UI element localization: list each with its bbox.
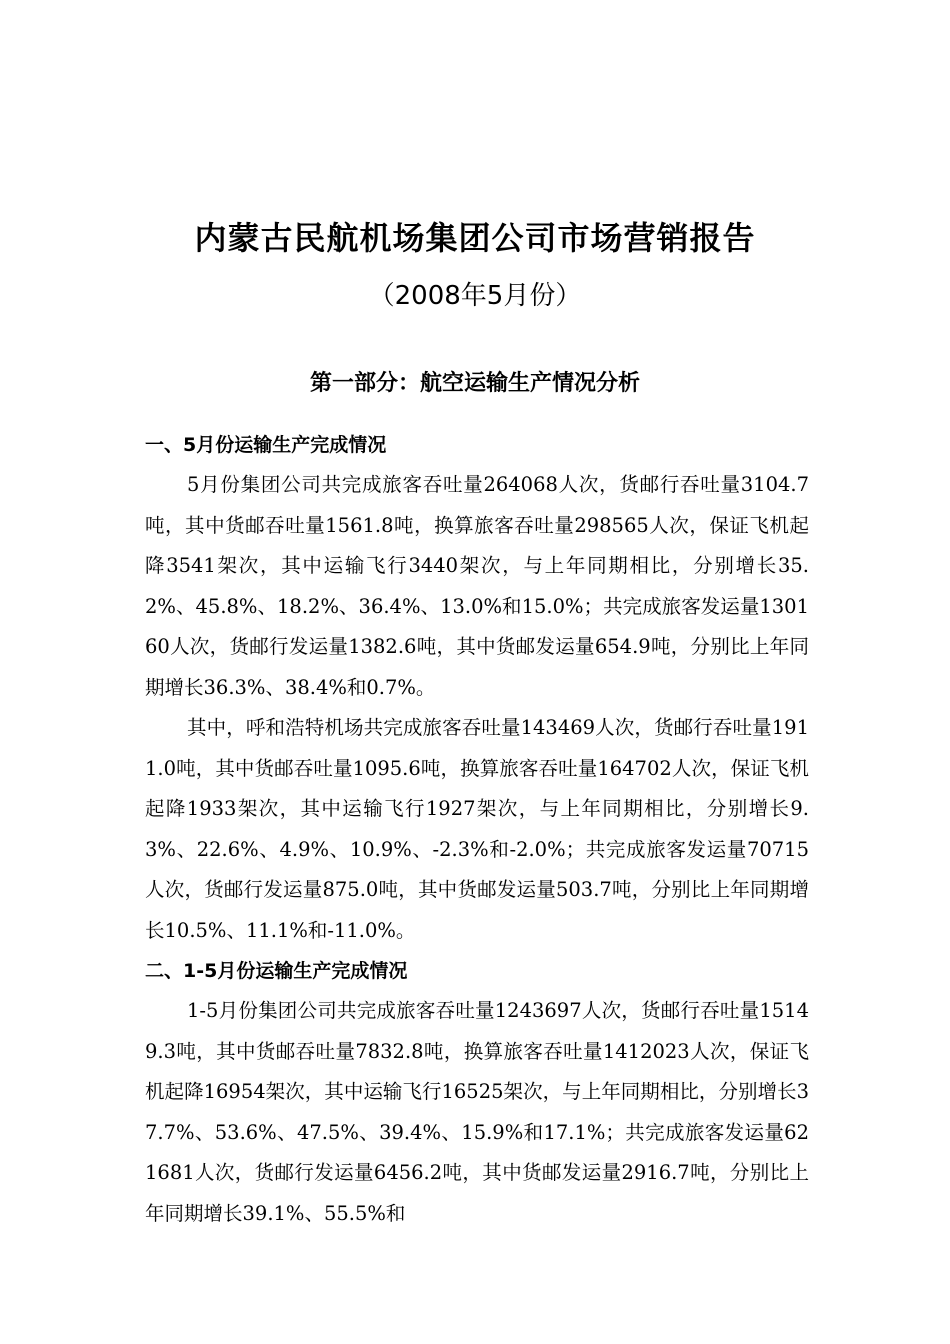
- part-heading: 第一部分：航空运输生产情况分析: [309, 371, 640, 396]
- report-title: 内蒙古民航机场集团公司市场营销报告: [194, 219, 756, 257]
- paragraph-group-jan-may: 1-5月份集团公司共完成旅客吞吐量1243697人次，货邮行吞吐量15149.3吨，其中货邮吞吐量7832.8吨，换算旅客吞吐量1412023人次，保证飞机起降16954架次，其中运输飞行16525架次，与上年同期相比，分别增长37.7%、53.6%、47.5%、39.4%、15.9%和17.1%；共完成旅客发运量621681人次，货邮行发运量6456.2吨，其中货邮发运量2916.7吨，分别比上年同期增长39.1%、55.5%和: [145, 999, 809, 1225]
- report-period: （2008年5月份）: [368, 281, 582, 311]
- paragraph-group-may: 5月份集团公司共完成旅客吞吐量264068人次，货邮行吞吐量3104.7吨，其中货邮吞吐量1561.8吨，换算旅客吞吐量298565人次，保证飞机起降3541架次，其中运输飞行3440架次，与上年同期相比，分别增长35.2%、45.8%、18.2%、36.4%、13.0%和15.0%；共完成旅客发运量130160人次，货邮行发运量1382.6吨，其中货邮发运量654.9吨，分别比上年同期增长36.3%、38.4%和0.7%。: [145, 473, 809, 699]
- report-body: [145, 425, 809, 1234]
- paragraph-hohhot-may: 其中，呼和浩特机场共完成旅客吞吐量143469人次，货邮行吞吐量1911.0吨，其中货邮吞吐量1095.6吨，换算旅客吞吐量164702人次，保证飞机起降1933架次，其中运输飞行1927架次，与上年同期相比，分别增长9.3%、22.6%、4.9%、10.9%、-2.3%和-2.0%；共完成旅客发运量70715人次，货邮行发运量875.0吨，其中货邮发运量503.7吨，分别比上年同期增长10.5%、11.1%和-11.0%。: [145, 716, 809, 942]
- section-heading-may: 一、5月份运输生产完成情况: [145, 434, 387, 456]
- section-heading-jan-may: 二、1-5月份运输生产完成情况: [145, 960, 408, 982]
